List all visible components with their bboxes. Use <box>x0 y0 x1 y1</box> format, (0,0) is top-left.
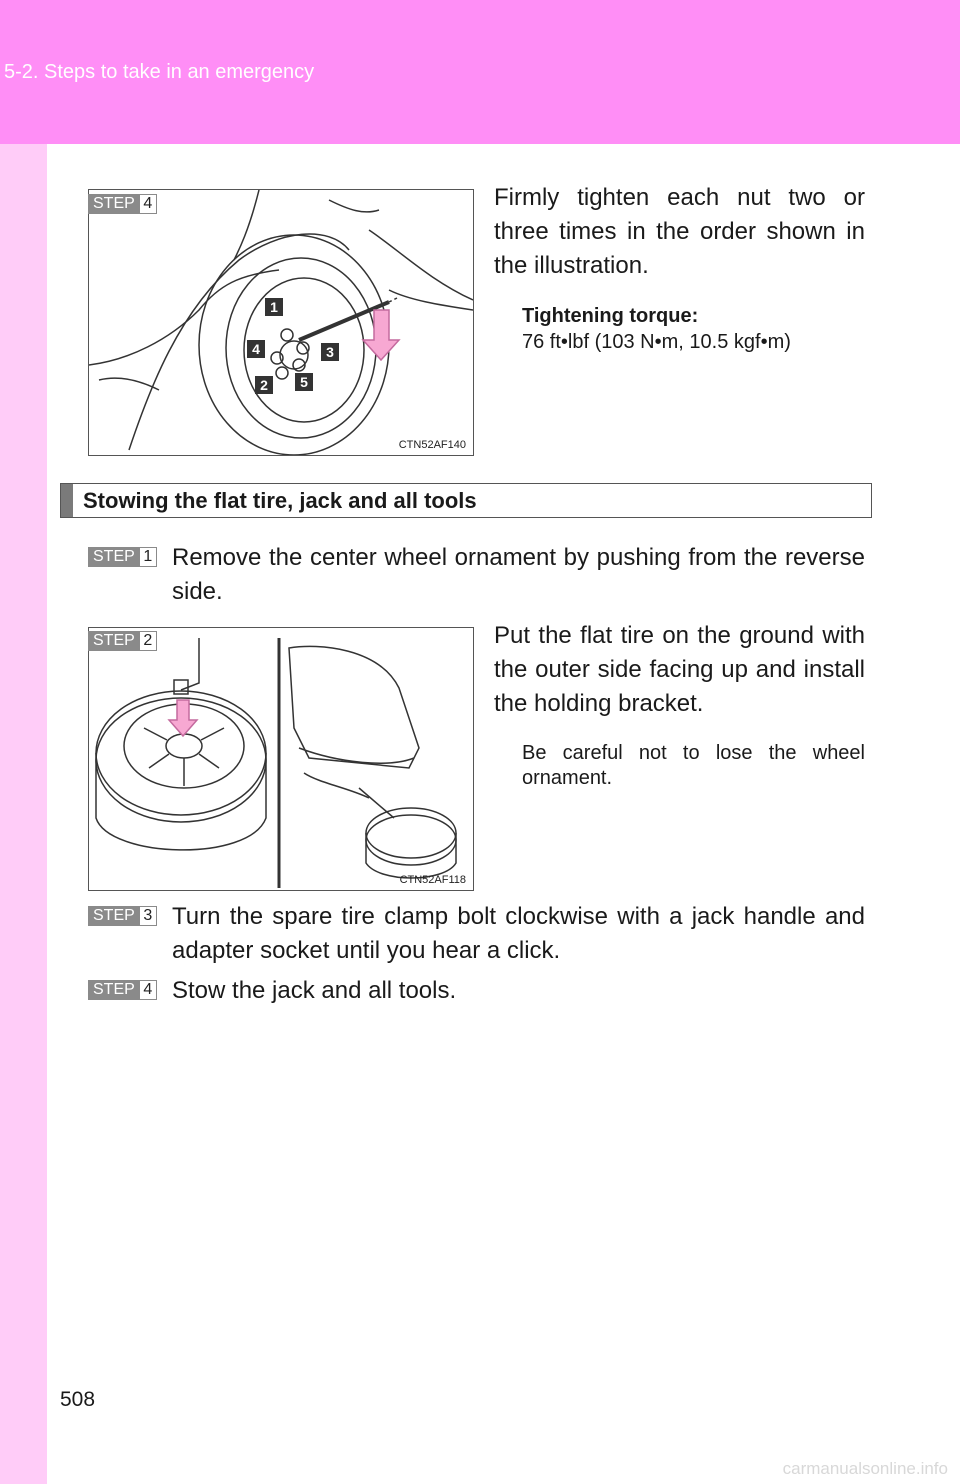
side-band <box>0 144 47 1484</box>
svg-text:3: 3 <box>326 344 334 360</box>
step-text: Put the flat tire on the ground with the outer side facing up and install the holding bracket. <box>494 622 865 717</box>
flat-tire-drawing <box>89 628 473 890</box>
step-badge: STEP 3 <box>88 906 157 926</box>
figure-code: CTN52AF140 <box>398 439 466 451</box>
step-text: Stow the jack and all tools. <box>172 977 457 1004</box>
step-note: Be careful not to lose the wheel ornament. <box>522 742 865 789</box>
step-badge: STEP 4 <box>88 194 157 214</box>
section-header <box>60 483 872 518</box>
stowing-illustration <box>88 627 474 891</box>
watermark-text: carmanualsonline.info <box>782 1459 948 1478</box>
svg-text:4: 4 <box>252 341 260 357</box>
section-title: Stowing the flat tire, jack and all tools <box>83 488 477 513</box>
svg-text:1: 1 <box>270 299 278 315</box>
wheel-nut-drawing <box>89 190 473 455</box>
torque-value: 76 ft•lbf (103 N•m, 10.5 kgf•m) <box>522 331 791 353</box>
step-text: Turn the spare tire clamp bolt clockwise with a jack handle and adapter socket until you hear a click. <box>172 903 865 964</box>
svg-text:5: 5 <box>300 374 308 390</box>
step-text: Remove the center wheel ornament by pushing from the reverse side. <box>172 544 865 605</box>
tightening-illustration <box>88 189 474 456</box>
step-text: Firmly tighten each nut two or three times in the order shown in the illustration. <box>494 184 865 279</box>
step-badge: STEP 1 <box>88 547 157 567</box>
breadcrumb: 5-2. Steps to take in an emergency <box>4 61 315 83</box>
torque-label: Tightening torque: <box>522 305 699 327</box>
svg-text:2: 2 <box>260 377 268 393</box>
page-number: 508 <box>60 1388 96 1411</box>
section-accent <box>61 484 73 517</box>
step-badge: STEP 4 <box>88 980 157 1000</box>
page-header <box>0 0 960 144</box>
figure-code: CTN52AF118 <box>399 874 466 886</box>
step-badge: STEP 2 <box>88 631 157 651</box>
